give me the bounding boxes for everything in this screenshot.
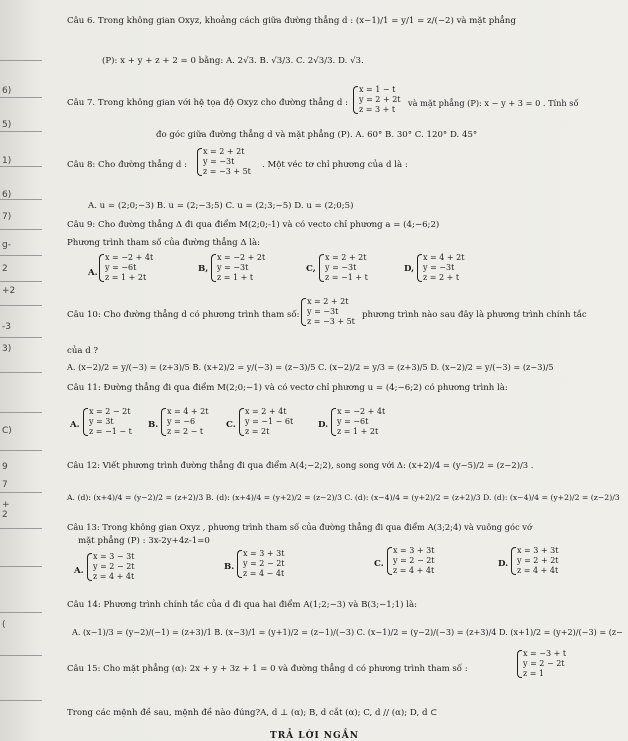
margin-note: 9 (2, 462, 8, 472)
margin-note: ( (2, 620, 6, 630)
margin-note: 2 (2, 264, 8, 274)
margin-note: C) (2, 426, 12, 436)
q10-line1b: phương trình nào sau đây là phương trình chính tắc (362, 310, 587, 320)
q11-option-c: x = 2 + 4t y = −1 − 6t z = 2t (238, 407, 293, 437)
q10-system: x = 2 + 2t y = −3t z = −3 + 5t (300, 297, 355, 327)
q13-option-c: x = 3 + 3t y = 2 − 2t z = 4 + 4t (386, 546, 435, 576)
q7-line2: đo góc giữa đường thẳng d và mặt phẳng (P). A. 60° B. 30° C. 120° D. 45° (156, 130, 478, 140)
q13-line1: Câu 13: Trong không gian Oxyz , phương trình tham số của đường thẳng đi qua điểm A(3;2;4) và vuông góc vớ (67, 522, 532, 532)
q13-line2: mặt phẳng (P) : 3x-2y+4z-1=0 (78, 536, 210, 546)
q9-option-d: x = 4 + 2t y = −3t z = 2 + t (416, 253, 464, 283)
exam-page: 6) 5) 1) 6) 7) g- 2 +2 -3 3) C) 9 7 + 2 ( Câu 6. Trong không gian Oxyz, khoảng cách giữa đường thẳng d : (x−1)/1 = y/1 = z/(−2) và mặt phẳng (P): x + y + z + 2 = 0 bằng: A. 2√3. B. √3/3. C. 2√3/3. D. √3. Câu 7. Trong không gian với hệ tọa độ Oxyz cho đường thẳng d : x = 1 − t y = 2 + 2t z = 3 + t và mặt phẳng (P): x − y + 3 = 0 . Tính số đo góc giữa đường thẳng d và mặt phẳng (P). A. 60° B. 30° C. 120° D. 45° Câu 8: Cho đường thẳng d : x = 2 + 2t y = −3t z = −3 + 5t . Một véc tơ chỉ phương của d là : A. u = (2;0;−3) B. u = (2;−3;5) C. u = (2;3;−5) D. u = (2;0;5) Câu 9: Cho đường thẳng Δ đi qua điểm M(2;0;-1) và có vecto chỉ phương a = (4;−6;2) Phương trình tham số của đường thẳng Δ là: A. x = −2 + 4t y = −6t z = 1 + 2t B, x = −2 + 2t y = −3t z = 1 + t C, x = 2 + 2t y = −3t z = −1 + t D, x = 4 + 2t y = −3t z = 2 + t Câu 10: Cho đường thẳng d có phương trình tham số: x = 2 + 2t y = −3t z = −3 + 5t phương trình nào sau đây là phương trình chính tắc của d ? A. (x−2)/2 = y/(−3) = (z+3)/5 B. (x+2)/2 = y/(−3) = (z−3)/5 C. (x−2)/2 = y/3 = (z+3)/5 D. (x−2)/2 = y/(−3) = (z−3)/5 Câu 11: Đường thẳng đi qua điểm M(2;0;−1) và có vectơ chỉ phương u = (4;−6;2) có phương trình là: A. x = 2 − 2t y = 3t z = −1 − t B. x = 4 + 2t y = −6 z = 2 − t C. x = 2 + 4t y = −1 − 6t z = 2t D. x = −2 + 4t y = −6t z = 1 + 2t Câu 12: Viết phương trình đường thẳng đi qua điểm A(4;−2;2), song song với Δ: (x+2)/4 = (y−5)/2 = (z−2)/3 . A. (d): (x+4)/4 = (y−2)/2 = (z+2)/3 B. (d): (x+4)/4 = (y+2)/2 = (z−2)/3 C. (d): (x−4)/4 = (y+2)/2 = (z+2)/3 D. (d): (x−4)/4 = (y+2)/2 = (z−2)/3 Câu 13: Trong không gian Oxyz , phương trình tham số của đường thẳng đi qua điểm A(3;2;4) và vuông góc vớ mặt phẳng (P) : 3x-2y+4z-1=0 A. x = 3 − 3t y = 2 − 2t z = 4 + 4t B. x = 3 + 3t y = 2 − 2t z = 4 − 4t C. x = 3 + 3t y = 2 − 2t z = 4 + 4t D. x = 3 + 3t y = 2 + 2t z = 4 + 4t Câu 14: Phương trình chính tắc của d đi qua hai điểm A(1;2;−3) và B(3;−1;1) là: A. (x−1)/3 = (y−2)/(−1) = (z+3)/1 B. (x−3)/1 = (y+1)/2 = (z−1)/(−3) C. (x−1)/2 = (y−2)/(−3) = (z+3)/4 D. (x+1)/2 = (y+2)/(−3) = (z− Câu 15: Cho mặt phẳng (α): 2x + y + 3z + 1 = 0 và đường thẳng d có phương trình tham số : x = −3 + t y = 2 − 2t z = 1 Trong các mệnh đề sau, mệnh đề nào đúng?A, d ⊥ (α); B, d cắt (α); C, d // (α); D, d ⊂ TRẢ LỜI NGẮN (0, 0, 628, 741)
margin-note: +2 (2, 286, 16, 296)
q13-option-d: x = 3 + 3t y = 2 + 2t z = 4 + 4t (510, 546, 559, 576)
q13-option-b: x = 3 + 3t y = 2 − 2t z = 4 − 4t (236, 549, 285, 579)
section-heading: TRẢ LỜI NGẮN (270, 731, 359, 741)
q8-line1b: . Một véc tơ chỉ phương của d là : (262, 160, 408, 170)
q6-line2: (P): x + y + z + 2 = 0 bằng: A. 2√3. B. √3/3. C. 2√3/3. D. √3. (102, 56, 364, 66)
q8-system: x = 2 + 2t y = −3t z = −3 + 5t (196, 147, 251, 177)
q13-option-a: x = 3 − 3t y = 2 − 2t z = 4 + 4t (86, 552, 135, 582)
q6-line1: Câu 6. Trong không gian Oxyz, khoảng cách giữa đường thẳng d : (x−1)/1 = y/1 = z/(−2) và mặt phẳng (67, 16, 516, 26)
q9-option-b: x = −2 + 2t y = −3t z = 1 + t (210, 253, 265, 283)
q15-system: x = −3 + t y = 2 − 2t z = 1 (516, 649, 566, 679)
q12-options: A. (d): (x+4)/4 = (y−2)/2 = (z+2)/3 B. (d): (x+4)/4 = (y+2)/2 = (z−2)/3 C. (d): (x−4)/4 = (y+2)/2 = (z+2)/3 D. (d): (x−4)/4 = (y+2)/2 = (z−2)/3 (67, 493, 620, 502)
q11-option-d: x = −2 + 4t y = −6t z = 1 + 2t (330, 407, 385, 437)
margin-note: 5) (2, 120, 12, 130)
q9-option-c: x = 2 + 2t y = −3t z = −1 + t (318, 253, 368, 283)
margin-note: + (2, 500, 10, 510)
q10-options: A. (x−2)/2 = y/(−3) = (z+3)/5 B. (x+2)/2 = y/(−3) = (z−3)/5 C. (x−2)/2 = y/3 = (z+3)/5 D. (x−2)/2 = y/(−3) = (z−3)/5 (67, 362, 554, 372)
q8-line1: Câu 8: Cho đường thẳng d : (67, 160, 188, 170)
margin-note: 6) (2, 190, 12, 200)
margin-note: 6) (2, 86, 12, 96)
q10-line1: Câu 10: Cho đường thẳng d có phương trình tham số: (67, 310, 300, 320)
q15-line1: Câu 15: Cho mặt phẳng (α): 2x + y + 3z + 1 = 0 và đường thẳng d có phương trình tham số : (67, 664, 468, 674)
q9-line2: Phương trình tham số của đường thẳng Δ là: (67, 238, 261, 248)
q11-line1: Câu 11: Đường thẳng đi qua điểm M(2;0;−1) và có vectơ chỉ phương u = (4;−6;2) có phương trình là: (67, 383, 508, 393)
margin-note: 1) (2, 156, 12, 166)
q14-line1: Câu 14: Phương trình chính tắc của d đi qua hai điểm A(1;2;−3) và B(3;−1;1) là: (67, 600, 417, 610)
margin-note: -3 (2, 322, 11, 332)
q7-system: x = 1 − t y = 2 + 2t z = 3 + t (352, 85, 401, 115)
margin-note: 3) (2, 344, 12, 354)
q11-option-a: x = 2 − 2t y = 3t z = −1 − t (82, 407, 132, 437)
q7-line1b: và mặt phẳng (P): x − y + 3 = 0 . Tính số (408, 98, 579, 108)
q9-option-a: x = −2 + 4t y = −6t z = 1 + 2t (98, 253, 153, 283)
q15-line2: Trong các mệnh đề sau, mệnh đề nào đúng?A, d ⊥ (α); B, d cắt (α); C, d // (α); D, d ⊂ (67, 708, 438, 718)
q8-options: A. u = (2;0;−3) B. u = (2;−3;5) C. u = (2;3;−5) D. u = (2;0;5) (88, 201, 354, 211)
margin-note: 2 (2, 510, 8, 520)
q14-options: A. (x−1)/3 = (y−2)/(−1) = (z+3)/1 B. (x−3)/1 = (y+1)/2 = (z−1)/(−3) C. (x−1)/2 = (y−2)/(−3) = (z+3)/4 D. (x+1)/2 = (y+2)/(−3) = (z− (72, 627, 623, 637)
q12-line1: Câu 12: Viết phương trình đường thẳng đi qua điểm A(4;−2;2), song song với Δ: (x+2)/4 = (y−5)/2 = (z−2)/3 . (67, 460, 534, 470)
q7-line1: Câu 7. Trong không gian với hệ tọa độ Oxyz cho đường thẳng d : (67, 98, 348, 108)
q9-line1: Câu 9: Cho đường thẳng Δ đi qua điểm M(2;0;-1) và có vecto chỉ phương a = (4;−6;2) (67, 220, 440, 230)
margin-note: 7 (2, 480, 8, 490)
q11-option-b: x = 4 + 2t y = −6 z = 2 − t (160, 407, 208, 437)
margin-note: g- (2, 240, 11, 250)
q10-line2: của d ? (67, 346, 99, 356)
margin-note: 7) (2, 212, 12, 222)
